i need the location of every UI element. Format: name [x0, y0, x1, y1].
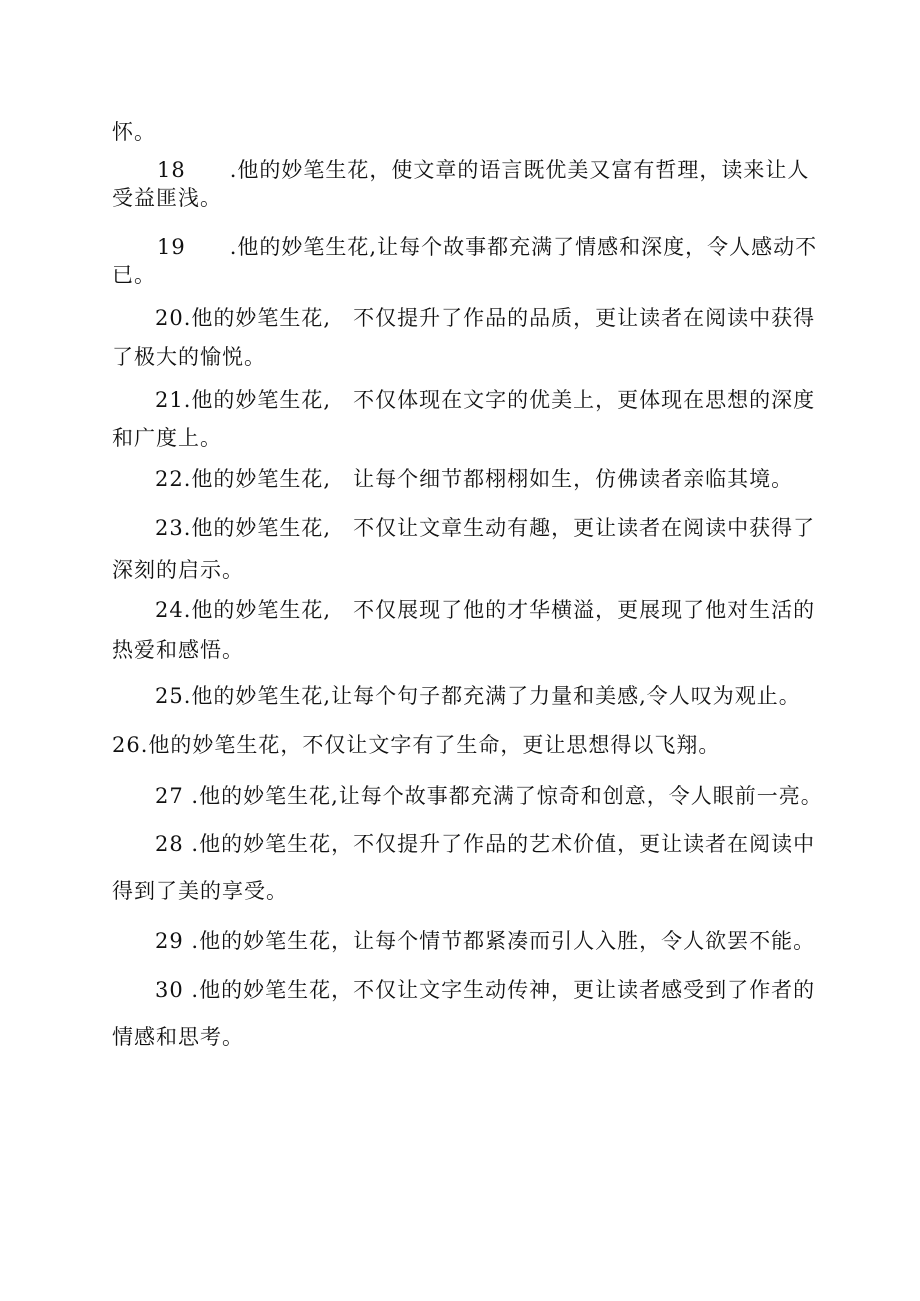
- text-line: 24.他的妙笔生花, 不仅展现了他的才华横溢，更展现了他对生活的: [155, 598, 816, 622]
- text-line: 22.他的妙笔生花, 让每个细节都栩栩如生，仿佛读者亲临其境。: [155, 467, 794, 491]
- text-line: 23.他的妙笔生花, 不仅让文章生动有趣，更让读者在阅读中获得了: [155, 516, 816, 540]
- text-line: 已。: [112, 263, 156, 287]
- text-line: 热爱和感悟。: [112, 638, 244, 662]
- text-line: 深刻的启示。: [112, 558, 244, 582]
- text-line: 情感和思考。: [112, 1025, 244, 1049]
- text-line: 和广度上。: [112, 426, 222, 450]
- text-line: 了极大的愉悦。: [112, 345, 266, 369]
- text-line: 27 .他的妙笔生花,让每个故事都充满了惊奇和创意，令人眼前一亮。: [155, 784, 823, 808]
- text-line: 受益匪浅。: [112, 186, 222, 210]
- text-line: 19 .他的妙笔生花,让每个故事都充满了情感和深度，令人感动不: [157, 235, 818, 259]
- text-line: 怀。: [112, 120, 156, 144]
- text-line: 29 .他的妙笔生花，让每个情节都紧凑而引人入胜，令人欲罢不能。: [155, 929, 816, 953]
- text-line: 21.他的妙笔生花, 不仅体现在文字的优美上，更体现在思想的深度: [155, 388, 816, 412]
- text-line: 20.他的妙笔生花, 不仅提升了作品的品质，更让读者在阅读中获得: [155, 306, 816, 330]
- text-line: 26.他的妙笔生花，不仅让文字有了生命，更让思想得以飞翔。: [112, 733, 721, 757]
- text-line: 28 .他的妙笔生花，不仅提升了作品的艺术价值，更让读者在阅读中: [155, 832, 816, 856]
- text-line: 18 .他的妙笔生花，使文章的语言既优美又富有哲理，读来让人: [157, 158, 810, 182]
- text-line: 得到了美的享受。: [112, 879, 288, 903]
- text-line: 30 .他的妙笔生花，不仅让文字生动传神，更让读者感受到了作者的: [155, 978, 816, 1002]
- text-line: 25.他的妙笔生花,让每个句子都充满了力量和美感,令人叹为观止。: [155, 684, 801, 708]
